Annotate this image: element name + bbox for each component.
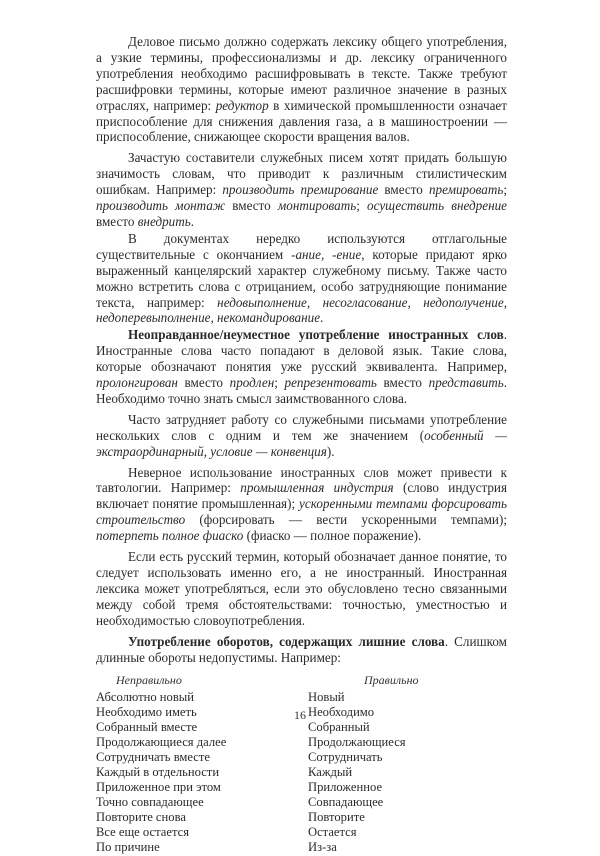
comparison-table [96,673,507,855]
text-run: (форсировать — вести ускоренными темпами); [185,512,507,528]
paragraph [96,549,507,629]
right-phrase: Собранный [308,719,370,734]
wrong-phrase: Продолжающиеся далее [96,734,227,749]
text-run: . Иностранные слова часто попадают в деловой язык. Такие слова, которые обозначают понятия уже русский эквивалента. Например, [96,327,507,375]
text-run: вместо [96,213,138,229]
right-phrase: Приложенное [308,780,383,795]
paragraph [96,465,507,545]
right-column-header: Правильно [364,673,419,688]
right-phrase: Совпадающее [308,795,384,810]
right-phrase: Продолжающиеся [308,734,406,749]
text-run: ; [274,375,285,391]
italic-example: -ание, -ение [291,246,362,262]
italic-example: премировать [428,182,504,198]
right-phrase: Необходимо [308,704,375,719]
italic-example: особенный — экстраординарный, условие — конвенция [96,427,507,459]
page-number: 16 [294,708,306,722]
paragraph [96,412,507,460]
italic-example: продлен [229,375,275,391]
wrong-phrase: Приложенное при этом [96,780,221,795]
wrong-column-header: Неправильно [116,673,182,688]
text-run: Неверное использование иностранных слов может привести к тавтологии. Например: [96,464,507,496]
right-phrase: Каждый [308,765,353,779]
italic-example: производить монтаж [96,198,226,214]
body-text [96,34,507,665]
text-run: в химической промышленности означает приспособление для снижения давления газа, а в машиностроении — приспособление, снижающее скорости вращения валов. [96,97,507,145]
italic-example: осуществить внедрение [367,198,507,214]
italic-example: промышленная индустрия [240,480,394,496]
italic-example: недовыполнение, несогласование, недополучение, недоперевыполнение, некомандирование [96,294,507,326]
wrong-phrase: Абсолютно новый [96,689,194,704]
text-run: вместо [378,182,429,198]
wrong-phrase: Все еще остается [96,825,189,840]
paragraph [96,34,507,145]
text-run: . [190,213,195,229]
text-run: вместо [376,375,429,391]
italic-example: потерпеть полное фиаско [96,528,244,544]
italic-example: представить [428,375,504,391]
right-phrase: Повторите [308,810,365,825]
italic-example: ускоренными темпами форсировать строительство [96,496,507,528]
text-run: . Слишком длинные обороты недопустимы. Например: [96,633,507,665]
text-run: (фиаско — полное поражение). [243,528,422,544]
wrong-phrase: Сотрудничать вместе [96,749,210,764]
text-run: Зачастую составители служебных писем хотят придать большую значимость словам, что приводит к различным стилистическим ошибкам. Например: [96,150,507,198]
wrong-phrase: Точно совпадающее [96,795,204,810]
italic-example: репрезентовать [284,375,377,391]
text-run: ; [356,198,368,214]
italic-example: пролонгирован [96,375,178,391]
right-column [308,673,507,855]
text-run: В документах нередко используются отглагольные существительные с окончанием [96,230,507,262]
text-run: . Необходимо точно знать смысл заимствованного слова. [96,375,508,406]
wrong-column [96,673,308,855]
right-phrase: Сотрудничать [308,749,383,764]
wrong-phrase: Каждый в отдельности [96,765,220,779]
wrong-phrase: Необходимо иметь [96,704,197,719]
text-run: . [320,310,324,326]
text-run: вместо [225,198,278,214]
paragraph [96,327,507,407]
wrong-phrase: Собранный вместе [96,719,198,734]
text-run: вместо [177,375,230,391]
text-run: (слово индустрия включает понятие промышленная); [96,480,508,512]
bold-heading: Употребление оборотов, содержащих лишние слова [128,633,445,649]
wrong-phrase: Повторите снова [96,810,186,825]
right-phrase: Остается [308,825,357,840]
text-run: Если есть русский термин, который обозначает данное понятие, то следует использовать именно его, а не иностранный. Иностранная лексика может употребляться, если это обусловлено тесно связанными между собой тремя обстоятельствами: точностью, уместностью и необходимостью словоупотребления. [96,549,507,628]
right-phrase: Из-за [308,840,337,855]
text-run: Часто затрудняет работу со служебными письмами употребление нескольких слов с одним и тем же значением ( [96,411,507,443]
text-run: , которые придают ярко выраженный канцелярский характер служебному письму. Также часто можно встретить слова с отрицанием, особо затрудняющие понимание текста, например: [96,246,507,310]
italic-example: редуктор [215,97,269,113]
text-run: ). [326,443,335,459]
text-run: Деловое письмо должно содержать лексику общего употребления, а узкие термины, профессионализмы и др. лексику ограниченного употребления необходимо расшифровывать в тексте. Также требуют расшифровки термины, которые имеют различное значение в разных отраслях, например: [96,34,507,113]
wrong-phrase: По причине [96,840,160,855]
text-run: ; [503,182,507,198]
paragraph [96,634,507,666]
bold-heading: Неоправданное/неуместное употребление иностранных слов [128,327,504,343]
paragraph [96,231,507,326]
right-phrase: Новый [308,689,345,704]
paragraph [96,150,507,230]
italic-example: монтировать [277,198,357,214]
italic-example: внедрить [137,213,191,229]
italic-example: производить премирование [222,182,379,198]
